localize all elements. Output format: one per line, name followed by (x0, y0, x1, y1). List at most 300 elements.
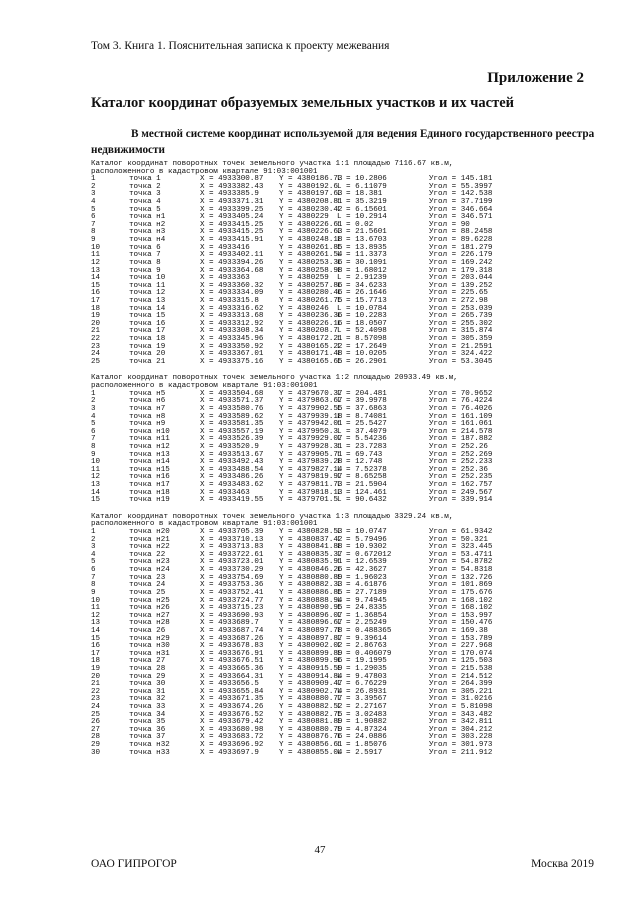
cell-n: 2 (91, 535, 96, 544)
cell-x: X = 4933722.61 (200, 550, 264, 559)
cell-l: L = 8.57098 (337, 335, 387, 344)
cell-x: X = 4933402.11 (200, 251, 264, 260)
cell-n: 4 (91, 412, 96, 421)
cell-n: 24 (91, 350, 101, 359)
cell-x: X = 4933665.36 (200, 665, 264, 673)
cell-l: L = 3.02483 (337, 710, 387, 719)
cell-l: L = 26.8931 (337, 687, 387, 696)
cell-x: X = 4933360.32 (200, 281, 264, 290)
cell-l: L = 204.481 (337, 389, 387, 398)
cell-l: L = 1.29035 (337, 665, 387, 673)
cell-a: Угол = 346.571 (429, 213, 493, 222)
cell-y: Y = 4380897.87 (279, 634, 343, 643)
cell-y: Y = 4380226.16 (279, 319, 343, 328)
cell-x: X = 4933486.26 (200, 473, 264, 482)
cell-a: Угол = 252.235 (429, 473, 493, 482)
cell-l: L = 6.11079 (337, 182, 387, 191)
cell-l: L = 10.2806 (337, 175, 387, 184)
cell-a: Угол = 168.102 (429, 596, 493, 605)
cell-a: Угол = 179.318 (429, 266, 493, 275)
cell-x: X = 4933385.9 (200, 190, 259, 199)
cell-x: X = 4933580.76 (200, 404, 264, 413)
cell-y: Y = 4380253.36 (279, 258, 343, 267)
cell-a: Угол = 301.973 (429, 741, 493, 750)
cell-n: 23 (91, 695, 101, 704)
cell-a: Угол = 187.882 (429, 435, 493, 444)
catalog-block-location: расположенного в кадастровом квартале 91:03:001001 (91, 167, 318, 176)
cell-n: 12 (91, 473, 101, 482)
cell-x: X = 4933394.26 (200, 258, 264, 267)
cell-l: L = 1.85076 (337, 741, 387, 750)
cell-y: Y = 4380841.88 (279, 543, 343, 552)
coordinate-system-subtitle: В местной системе координат используемой для ведения Единого государственного реестра недвижимости (91, 128, 595, 156)
cell-x: X = 4933350.92 (200, 342, 264, 351)
cell-p: точка 6 (129, 243, 161, 252)
cell-x: X = 4933752.41 (200, 588, 264, 597)
cell-n: 6 (91, 566, 96, 575)
cell-l: L = 6.15601 (337, 205, 387, 214)
cell-l: L = 23.7283 (337, 442, 387, 451)
cell-p: точка 20 (129, 350, 166, 359)
cell-p: точка 25 (129, 588, 166, 597)
cell-y: Y = 4380880.89 (279, 573, 343, 582)
cell-p: точка н6 (129, 397, 166, 406)
cell-a: Угол = 225.65 (429, 289, 488, 298)
cell-y: Y = 4380226.63 (279, 228, 343, 237)
cell-a: Угол = 211.912 (429, 748, 493, 757)
cell-y: Y = 4379939.18 (279, 412, 343, 421)
catalog-block-heading: Каталог координат поворотных точек земельного участка 1:3 площадью 3329.24 кв.м, (91, 512, 454, 521)
cell-n: 2 (91, 397, 96, 406)
cell-a: Угол = 142.538 (429, 190, 493, 199)
cell-a: Угол = 132.726 (429, 573, 493, 582)
cell-y: Y = 4380899.89 (279, 649, 343, 658)
cell-a: Угол = 181.279 (429, 243, 493, 252)
cell-n: 10 (91, 596, 101, 605)
cell-y: Y = 4379839.28 (279, 458, 343, 467)
cell-x: X = 4933492.43 (200, 458, 264, 467)
cell-l: L = 18.0507 (337, 319, 387, 328)
cell-p: точка 34 (129, 710, 166, 719)
catalog-row (91, 497, 611, 505)
cell-y: Y = 4380246 (279, 304, 329, 313)
cell-y: Y = 4380208.7 (279, 327, 338, 336)
cell-l: L = 2.91239 (337, 274, 387, 283)
cell-y: Y = 4380855.04 (279, 748, 343, 757)
cell-p: точка н21 (129, 535, 170, 544)
cell-x: X = 4933415.25 (200, 228, 264, 237)
cell-l: L = 24.0886 (337, 733, 387, 742)
cell-y: Y = 4380914.84 (279, 672, 343, 681)
cell-x: X = 4933367.01 (200, 350, 264, 359)
cell-n: 24 (91, 703, 101, 712)
cell-a: Угол = 323.445 (429, 543, 493, 552)
cell-y: Y = 4380165.65 (279, 357, 343, 366)
cell-x: X = 4933375.16 (200, 357, 264, 366)
cell-n: 15 (91, 634, 101, 643)
cell-a: Угол = 125.503 (429, 657, 493, 666)
cell-a: Угол = 76.4224 (429, 397, 493, 406)
cell-x: X = 4933678.83 (200, 642, 264, 651)
cell-p: точка 24 (129, 581, 166, 590)
cell-a: Угол = 175.676 (429, 588, 493, 597)
cell-p: точка 37 (129, 733, 166, 742)
cell-a: Угол = 249.567 (429, 488, 493, 497)
cell-a: Угол = 342.811 (429, 718, 493, 727)
cell-n: 17 (91, 296, 101, 305)
cell-l: L = 21.5601 (337, 228, 387, 237)
cell-n: 12 (91, 258, 101, 267)
cell-y: Y = 4380197.63 (279, 190, 343, 199)
cell-l: L = 25.5427 (337, 420, 387, 429)
cell-n: 27 (91, 725, 101, 734)
cell-y: Y = 4380229 (279, 213, 329, 222)
cell-x: X = 4933676.91 (200, 649, 264, 658)
cell-p: точка 33 (129, 703, 166, 712)
cell-p: точка 23 (129, 573, 166, 582)
cell-l: L = 7.52378 (337, 465, 387, 474)
cell-y: Y = 4379902.55 (279, 404, 343, 413)
cell-n: 12 (91, 611, 101, 620)
cell-x: X = 4933308.34 (200, 327, 264, 336)
cell-a: Угол = 76.4026 (429, 404, 493, 413)
organization-name: ОАО ГИПРОГОР (91, 858, 177, 870)
cell-n: 11 (91, 251, 101, 260)
cell-n: 25 (91, 357, 101, 366)
cell-n: 19 (91, 312, 101, 321)
cell-a: Угол = 214.512 (429, 672, 493, 681)
cell-n: 18 (91, 657, 101, 666)
cell-x: X = 4933419.55 (200, 496, 264, 505)
cell-n: 3 (91, 404, 96, 413)
cell-a: Угол = 21.2591 (429, 342, 493, 351)
cell-a: Угол = 304.212 (429, 725, 493, 734)
cell-p: точка н1 (129, 213, 166, 222)
cell-x: X = 4933526.39 (200, 435, 264, 444)
cell-l: L = 9.47803 (337, 672, 387, 681)
cell-x: X = 4933713.83 (200, 543, 264, 552)
cell-a: Угол = 139.252 (429, 281, 493, 290)
cell-x: X = 4933671.35 (200, 695, 264, 704)
cell-l: L = 6.76229 (337, 680, 387, 689)
cell-n: 13 (91, 266, 101, 275)
coordinate-catalog (91, 161, 611, 766)
cell-n: 4 (91, 550, 96, 559)
cell-p: точка 3 (129, 190, 161, 199)
cell-p: точка н11 (129, 435, 170, 444)
cell-n: 10 (91, 243, 101, 252)
cell-x: X = 4933690.93 (200, 611, 264, 620)
cell-p: точка 31 (129, 687, 166, 696)
cell-p: точка 29 (129, 672, 166, 681)
cell-x: X = 4933724.77 (200, 596, 264, 605)
cell-y: Y = 4380881.89 (279, 718, 343, 727)
cell-x: X = 4933463 (200, 488, 250, 497)
cell-y: Y = 4380248.18 (279, 236, 343, 245)
cell-n: 16 (91, 642, 101, 651)
cell-n: 9 (91, 588, 96, 597)
cell-x: X = 4933676.52 (200, 710, 264, 719)
catalog-block-location: расположенного в кадастровом квартале 91:03:001001 (91, 382, 318, 391)
cell-a: Угол = 252.26 (429, 442, 488, 451)
cell-p: точка 10 (129, 274, 166, 283)
cell-y: Y = 4380902.74 (279, 687, 343, 696)
cell-l: L = 10.0784 (337, 304, 387, 313)
cell-n: 11 (91, 465, 101, 474)
cell-y: Y = 4379670.37 (279, 389, 343, 398)
cell-y: Y = 4380261.85 (279, 243, 343, 252)
cell-x: X = 4933312.92 (200, 319, 264, 328)
cell-n: 7 (91, 435, 96, 444)
cell-y: Y = 4380899.96 (279, 657, 343, 666)
cell-p: точка н5 (129, 389, 166, 398)
cell-y: Y = 4380208.81 (279, 198, 343, 207)
cell-n: 7 (91, 573, 96, 582)
cell-x: X = 4933571.37 (200, 397, 264, 406)
cell-x: X = 4933415.25 (200, 220, 264, 229)
cell-n: 14 (91, 488, 101, 497)
cell-a: Угол = 305.359 (429, 335, 493, 344)
document-title: Каталог координат образуемых земельных участков и их частей (91, 95, 514, 111)
cell-p: точка 30 (129, 680, 166, 689)
cell-n: 18 (91, 304, 101, 313)
cell-p: точка н27 (129, 611, 170, 620)
cell-x: X = 4933316.62 (200, 304, 264, 313)
cell-y: Y = 4380882.33 (279, 581, 343, 590)
cell-l: L = 12.6539 (337, 558, 387, 567)
cell-l: L = 21.5904 (337, 480, 387, 489)
catalog-block (91, 375, 611, 504)
cell-l: L = 13.8935 (337, 243, 387, 252)
cell-x: X = 4933415.91 (200, 236, 264, 245)
cell-l: L = 2.25249 (337, 619, 387, 628)
cell-x: X = 4933364.68 (200, 266, 264, 275)
cell-l: L = 1.90882 (337, 718, 387, 727)
cell-p: точка 14 (129, 304, 166, 313)
cell-p: точка 13 (129, 296, 166, 305)
cell-n: 1 (91, 389, 96, 398)
cell-a: Угол = 214.578 (429, 427, 493, 436)
cell-a: Угол = 53.4711 (429, 550, 493, 559)
cell-p: точка н20 (129, 528, 170, 537)
cell-a: Угол = 50.321 (429, 535, 488, 544)
cell-x: X = 4933680.98 (200, 725, 264, 734)
cell-y: Y = 4380172.21 (279, 335, 343, 344)
cell-p: точка н33 (129, 748, 170, 757)
cell-y: Y = 4380259 (279, 274, 329, 283)
cell-l: L = 12.748 (337, 458, 383, 467)
cell-x: X = 4933655.84 (200, 687, 264, 696)
cell-p: точка 5 (129, 205, 161, 214)
cell-a: Угол = 252.36 (429, 465, 488, 474)
cell-n: 9 (91, 450, 96, 459)
cell-y: Y = 4380896.07 (279, 611, 343, 620)
cell-a: Угол = 346.664 (429, 205, 493, 214)
cell-x: X = 4933483.62 (200, 480, 264, 489)
cell-l: L = 2.27167 (337, 703, 387, 712)
cell-p: точка н29 (129, 634, 170, 643)
cell-y: Y = 4380257.86 (279, 281, 343, 290)
cell-x: X = 4933697.9 (200, 748, 259, 757)
cell-p: точка н13 (129, 450, 170, 459)
cell-y: Y = 4380261.54 (279, 251, 343, 260)
cell-n: 13 (91, 480, 101, 489)
cell-l: L = 17.2649 (337, 342, 387, 351)
cell-x: X = 4933705.39 (200, 528, 264, 537)
cell-x: X = 4933315.8 (200, 296, 259, 305)
cell-p: точка 2 (129, 182, 161, 191)
cell-p: точка н30 (129, 642, 170, 651)
cell-a: Угол = 264.399 (429, 680, 493, 689)
cell-x: X = 4933674.26 (200, 703, 264, 712)
cell-x: X = 4933382.43 (200, 182, 264, 191)
cell-p: точка н24 (129, 566, 170, 575)
cell-y: Y = 4380171.48 (279, 350, 343, 359)
cell-x: X = 4933723.01 (200, 558, 264, 567)
cell-a: Угол = 153.789 (429, 634, 493, 643)
cell-l: L = 0.406079 (337, 649, 392, 658)
cell-y: Y = 4379701.5 (279, 496, 338, 505)
cell-x: X = 4933710.13 (200, 535, 264, 544)
cell-a: Угол = 303.228 (429, 733, 493, 742)
cell-l: L = 10.9302 (337, 543, 387, 552)
cell-p: точка 35 (129, 718, 166, 727)
cell-l: L = 0.488365 (337, 626, 392, 635)
cell-p: точка н15 (129, 465, 170, 474)
cell-p: точка 36 (129, 725, 166, 734)
cell-p: точка 32 (129, 695, 166, 704)
cell-x: X = 4933696.92 (200, 741, 264, 750)
cell-l: L = 1.68012 (337, 266, 387, 275)
cell-y: Y = 4380909.47 (279, 680, 343, 689)
cell-l: L = 11.3373 (337, 251, 387, 260)
cell-n: 2 (91, 182, 96, 191)
cell-p: точка н4 (129, 236, 166, 245)
cell-l: L = 1.96023 (337, 573, 387, 582)
cell-l: L = 15.7713 (337, 296, 387, 305)
catalog-block-location: расположенного в кадастровом квартале 91:03:001001 (91, 520, 318, 529)
cell-n: 5 (91, 205, 96, 214)
cell-x: X = 4933676.51 (200, 657, 264, 666)
cell-n: 8 (91, 581, 96, 590)
cell-l: L = 3.39567 (337, 695, 387, 704)
cell-y: Y = 4380230.42 (279, 205, 343, 214)
cell-x: X = 4933405.24 (200, 213, 264, 222)
cell-y: Y = 4379942.01 (279, 420, 343, 429)
cell-a: Угол = 324.422 (429, 350, 493, 359)
cell-l: L = 90.6432 (337, 496, 387, 505)
cell-n: 20 (91, 319, 101, 328)
cell-l: L = 9.74945 (337, 596, 387, 605)
cell-l: L = 10.0747 (337, 528, 387, 537)
cell-a: Угол = 153.997 (429, 611, 493, 620)
cell-l: L = 5.79496 (337, 535, 387, 544)
cell-y: Y = 4379863.67 (279, 397, 343, 406)
cell-a: Угол = 226.179 (429, 251, 493, 260)
cell-l: L = 39.9978 (337, 397, 387, 406)
cell-l: L = 24.8335 (337, 604, 387, 613)
cell-p: точка н17 (129, 480, 170, 489)
cell-y: Y = 4380837.42 (279, 535, 343, 544)
cell-x: X = 4933753.36 (200, 581, 264, 590)
cell-x: X = 4933683.72 (200, 733, 264, 742)
cell-p: точка н32 (129, 741, 170, 750)
cell-x: X = 4933363 (200, 274, 250, 283)
cell-p: точка н16 (129, 473, 170, 482)
cell-y: Y = 4379818.13 (279, 488, 343, 497)
cell-y: Y = 4380280.46 (279, 289, 343, 298)
cell-x: X = 4933715.23 (200, 604, 264, 613)
cell-n: 17 (91, 649, 101, 658)
cell-p: точка 17 (129, 327, 166, 336)
cell-p: точка 4 (129, 198, 161, 207)
cell-y: Y = 4380890.95 (279, 604, 343, 613)
cell-n: 28 (91, 733, 101, 742)
cell-p: точка н14 (129, 458, 170, 467)
cell-a: Угол = 169.38 (429, 626, 488, 635)
cell-y: Y = 4380261.75 (279, 296, 343, 305)
cell-n: 5 (91, 420, 96, 429)
cell-x: X = 4933300.87 (200, 175, 264, 184)
cell-y: Y = 4380902.02 (279, 642, 343, 651)
cell-p: точка н7 (129, 404, 166, 413)
cell-a: Угол = 162.757 (429, 480, 493, 489)
cell-y: Y = 4380876.76 (279, 733, 343, 742)
cell-x: X = 4933488.54 (200, 465, 264, 474)
cell-y: Y = 4379950.3 (279, 427, 338, 436)
cell-p: точка 15 (129, 312, 166, 321)
cell-x: X = 4933334.09 (200, 289, 264, 298)
cell-a: Угол = 227.968 (429, 642, 493, 651)
catalog-block (91, 514, 611, 758)
cell-n: 26 (91, 718, 101, 727)
cell-n: 25 (91, 710, 101, 719)
cell-p: точка 18 (129, 335, 166, 344)
cell-p: точка 19 (129, 342, 166, 351)
cell-n: 6 (91, 213, 96, 222)
cell-y: Y = 4380896.67 (279, 619, 343, 628)
cell-y: Y = 4380882.75 (279, 710, 343, 719)
cell-p: точка 21 (129, 357, 166, 366)
cell-n: 13 (91, 619, 101, 628)
cell-p: точка 26 (129, 626, 166, 635)
city-year: Москва 2019 (531, 858, 594, 870)
cell-l: L = 69.743 (337, 450, 383, 459)
cell-n: 14 (91, 626, 101, 635)
cell-l: L = 26.2901 (337, 357, 387, 366)
cell-n: 22 (91, 687, 101, 696)
cell-a: Угол = 203.044 (429, 274, 493, 283)
cell-l: L = 18.381 (337, 190, 383, 199)
cell-y: Y = 4380226.61 (279, 220, 343, 229)
cell-y: Y = 4380846.26 (279, 566, 343, 575)
cell-l: L = 13.6703 (337, 236, 387, 245)
cell-l: L = 30.1091 (337, 258, 387, 267)
cell-n: 21 (91, 327, 101, 336)
cell-x: X = 4933504.68 (200, 389, 264, 398)
cell-a: Угол = 161.109 (429, 412, 493, 421)
cell-p: точка н31 (129, 649, 170, 658)
cell-y: Y = 4379928.31 (279, 442, 343, 451)
cell-n: 8 (91, 228, 96, 237)
cell-p: точка н8 (129, 412, 166, 421)
cell-n: 15 (91, 281, 101, 290)
cell-n: 3 (91, 543, 96, 552)
cell-p: точка н3 (129, 228, 166, 237)
cell-a: Угол = 54.8782 (429, 558, 493, 567)
cell-n: 15 (91, 496, 101, 505)
cell-n: 3 (91, 190, 96, 199)
